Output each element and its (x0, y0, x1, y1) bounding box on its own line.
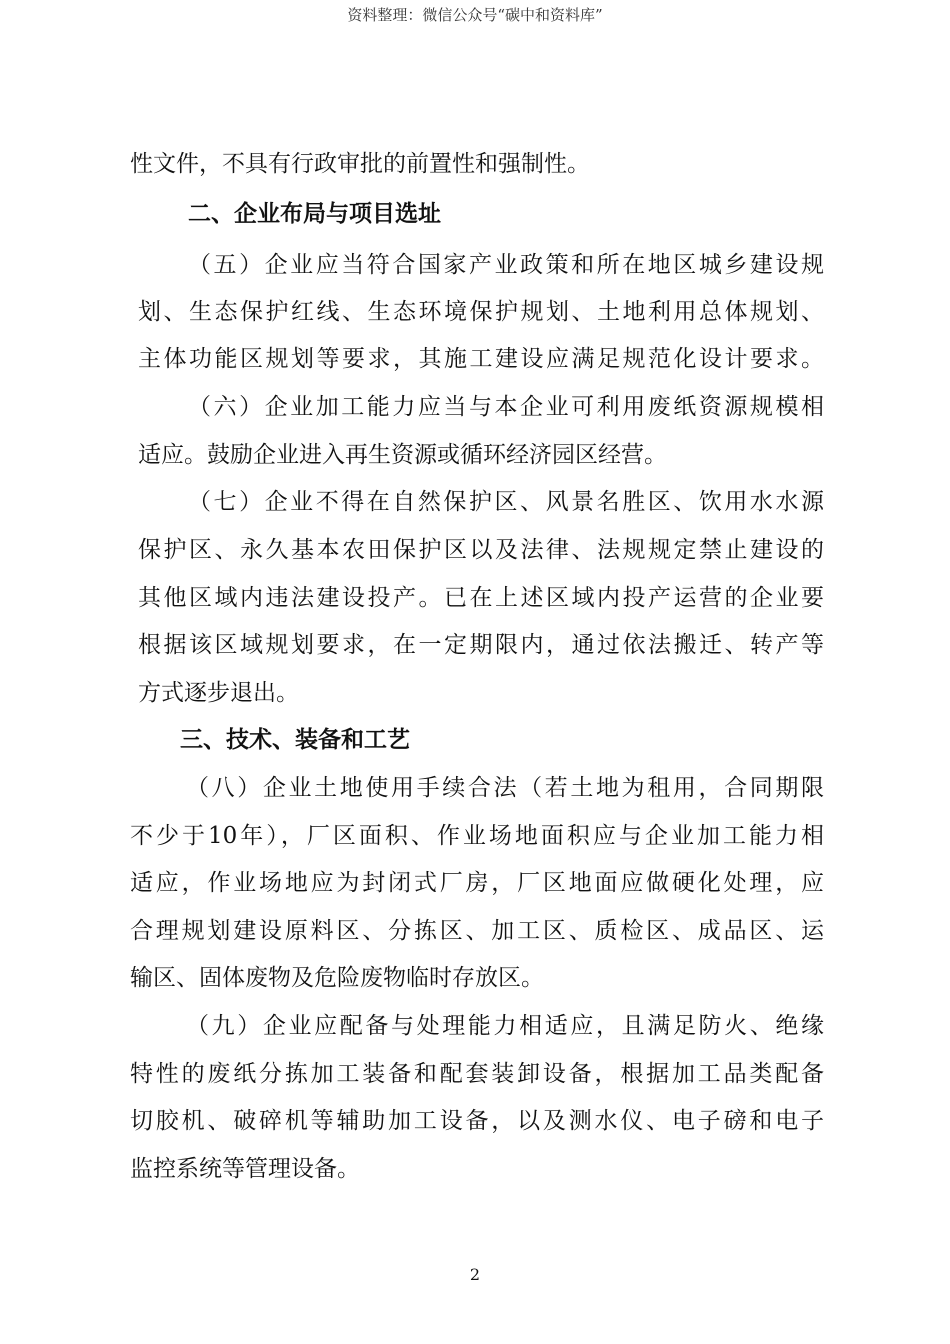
body-line: 不少于10年），厂区面积、作业场地面积应与企业加工能力相 (130, 823, 824, 849)
body-line: 保护区、永久基本农田保护区以及法律、法规规定禁止建设的 (138, 537, 824, 563)
body-line: 方式逐步退出。 (138, 680, 299, 706)
body-line: （六）企业加工能力应当与本企业可利用废纸资源规模相 (188, 394, 824, 420)
body-line: 合理规划建设原料区、分拣区、加工区、质检区、成品区、运 (130, 918, 824, 944)
section-heading: 二、企业布局与项目选址 (188, 201, 441, 227)
body-line: 切胶机、破碎机等辅助加工设备，以及测水仪、电子磅和电子 (130, 1108, 824, 1134)
body-line: 适应。鼓励企业进入再生资源或循环经济园区经营。 (138, 442, 667, 468)
page-header: 资料整理：微信公众号“碳中和资料库” (347, 6, 603, 24)
body-line: 监控系统等管理设备。 (130, 1156, 360, 1182)
body-line: （八）企业土地使用手续合法（若土地为租用，合同期限 (186, 775, 824, 801)
body-line: 性文件，不具有行政审批的前置性和强制性。 (130, 151, 590, 177)
page-number: 2 (469, 1265, 481, 1284)
body-line: （七）企业不得在自然保护区、风景名胜区、饮用水水源 (188, 489, 824, 515)
body-line: （九）企业应配备与处理能力相适应，且满足防火、绝缘 (186, 1013, 824, 1039)
body-line: （五）企业应当符合国家产业政策和所在地区城乡建设规 (188, 252, 824, 278)
body-line: 主体功能区规划等要求，其施工建设应满足规范化设计要求。 (138, 346, 824, 372)
body-line: 适应，作业场地应为封闭式厂房，厂区地面应做硬化处理，应 (130, 870, 824, 896)
body-line: 输区、固体废物及危险废物临时存放区。 (130, 965, 544, 991)
body-line: 根据该区域规划要求，在一定期限内，通过依法搬迁、转产等 (138, 632, 824, 658)
body-line: 其他区域内违法建设投产。已在上述区域内投产运营的企业要 (138, 585, 824, 611)
section-heading: 三、技术、装备和工艺 (180, 727, 410, 753)
body-line: 划、生态保护红线、生态环境保护规划、土地利用总体规划、 (138, 299, 824, 325)
body-line: 特性的废纸分拣加工装备和配套装卸设备，根据加工品类配备 (130, 1061, 824, 1087)
